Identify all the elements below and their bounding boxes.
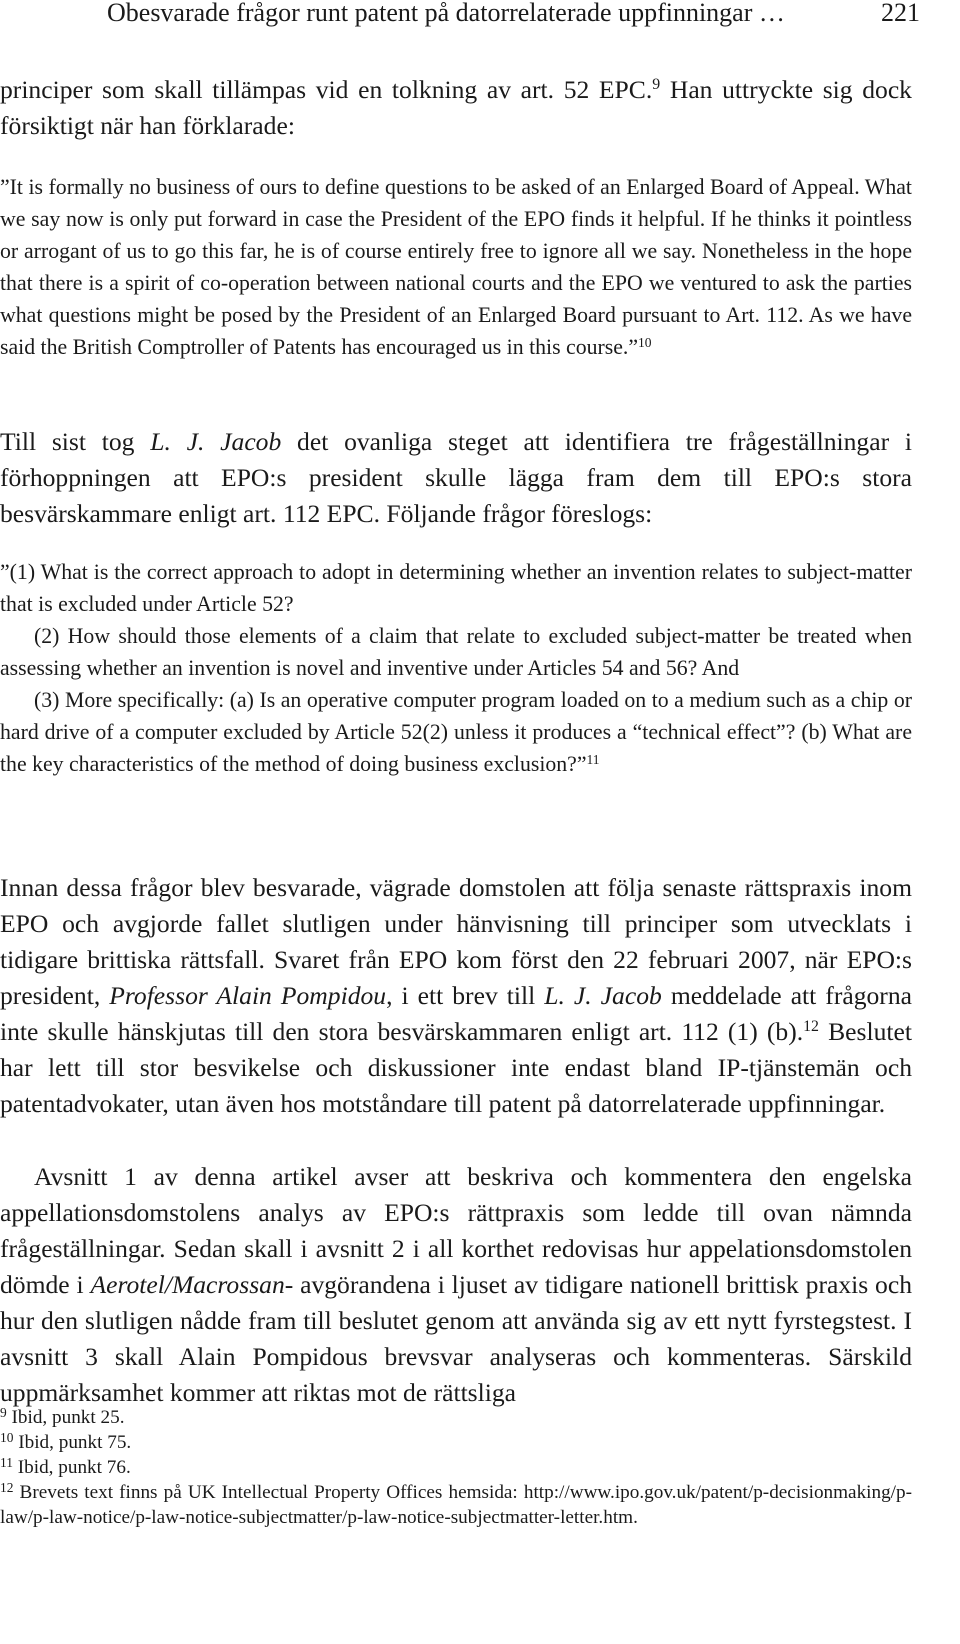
paragraph-3 <box>0 870 912 1122</box>
footnote-ref-11[interactable]: 11 <box>586 751 600 767</box>
footnote-ref-12[interactable]: 12 <box>803 1018 819 1036</box>
footnote-12 <box>0 1480 912 1530</box>
person-name-jacob: L. J. Jacob <box>544 981 662 1010</box>
paragraph-1-text-b: Han uttryckte sig dock försiktigt när han förklarade: <box>0 75 912 140</box>
paragraph-4 <box>0 1159 912 1411</box>
footnote-9 <box>0 1405 912 1430</box>
footnote-text: Ibid, punkt 76. <box>12 1457 131 1478</box>
footnote-text: Ibid, punkt 25. <box>6 1407 125 1428</box>
page-number: 221 <box>881 0 920 27</box>
footnote-number: 12 <box>0 1479 14 1495</box>
paragraph-2-text-b: det ovanliga steget att identifiera tre frågeställningar i förhoppningen att EPO:s president skulle lägga fram dem till EPO:s stora besvärskammare enligt art. 112 EPC. Följande frågor föreslogs: <box>0 427 912 528</box>
block-quote-1-text: ”It is formally no business of ours to define questions to be asked of an Enlarged Board of Appeal. What we say now is only put forward in case the President of the EPO finds it helpful. If he thinks it pointless or arrogant of us to go this far, he is of course entirely free to ignore all we say. Nonetheless in the hope that there is a spirit of co-operation between national courts and the EPO we ventured to ask the parties what questions might be posed by the President of an Enlarged Board pursuant to Art. 112. As we have said the British Comptroller of Patents has encouraged us in this course.” <box>0 175 912 359</box>
paragraph-3-text-b: , i ett brev till <box>386 981 545 1010</box>
footnote-text[interactable]: Brevets text finns på UK Intellectual Property Offices hemsida: http://www.ipo.gov.uk/patent/p-decisionmaking/p-law/p-law-notice/p-law-notice-subjectmatter/p-law-notice-subjectmatter-letter.htm. <box>0 1482 912 1528</box>
block-quote-1 <box>0 171 912 363</box>
case-name: Aerotel/Macrossan <box>90 1270 285 1299</box>
person-name: L. J. Jacob <box>150 427 282 456</box>
question-2: (2) How should those elements of a claim that relate to excluded subject-matter be treated when assessing whether an invention is novel and inventive under Articles 54 and 56? And <box>0 624 912 680</box>
paragraph-3-text-a: Innan dessa frågor blev besvarade, vägrade domstolen att följa senaste rättspraxis inom EPO och avgjorde fallet slutligen under hänvisning till principer som utvecklats i tidigare brittiska rättsfall. Svaret från EPO kom först den 22 februari 2007, när EPO:s president, <box>0 873 912 1010</box>
paragraph-2-text-a: Till sist tog <box>0 427 151 456</box>
question-1: ”(1) What is the correct approach to adopt in determining whether an invention relates to subject-matter that is excluded under Article 52? <box>0 560 912 616</box>
footnote-number: 11 <box>0 1454 13 1470</box>
footnote-ref-10[interactable]: 10 <box>638 334 652 350</box>
paragraph-3-text-d: Beslutet har lett till stor besvikelse och diskussioner inte endast bland IP-tjänstemän och patentadvokater, utan även hos motståndare till patent på datorrelaterade uppfinningar. <box>0 1017 912 1118</box>
paragraph-3-text-c: meddelade att frågorna inte skulle hänskjutas till den stora besvärskammaren enligt art. 112 (1) (b). <box>0 981 912 1046</box>
running-title: Obesvarade frågor runt patent på datorrelaterade uppfinningar … <box>107 0 785 27</box>
person-name-pompidou: Professor Alain Pompidou <box>109 981 387 1010</box>
question-3 <box>0 684 912 780</box>
block-quote-2 <box>0 556 912 780</box>
footnote-11 <box>0 1455 912 1480</box>
paragraph-4-text-a: Avsnitt 1 av denna artikel avser att beskriva och kommentera den engelska appellationsdomstolens analys av EPO:s rättpraxis som ledde till ovan nämnda frågeställningar. Sedan skall i avsnitt 2 i all korthet redovisas hur appelationsdomstolen dömde i <box>0 1162 912 1299</box>
question-3-text: (3) More specifically: (a) Is an operative computer program loaded on to a medium such as a chip or hard drive of a computer excluded by Article 52(2) unless it produces a “technical effect”? (b) What are the key characteristics of the method of doing business exclusion?” <box>0 688 912 776</box>
paragraph-1-text-a: principer som skall tillämpas vid en tolkning av art. 52 EPC. <box>0 75 653 104</box>
footnote-number: 9 <box>0 1404 7 1420</box>
running-header <box>0 0 920 42</box>
paragraph-2 <box>0 424 912 532</box>
footnote-ref-9[interactable]: 9 <box>652 76 661 94</box>
paragraph-4-text-b: - avgörandena i ljuset av tidigare nationell brittisk praxis och hur den slutligen nådde fram till beslutet genom att använda sig av ett nytt fyrstegstest. I avsnitt 3 skall Alain Pompidous brevsvar analyseras och kommenteras. Särskild uppmärksamhet kommer att riktas mot de rättsliga <box>0 1270 912 1407</box>
footnote-text: Ibid, punkt 75. <box>13 1432 132 1453</box>
footnote-10 <box>0 1430 912 1455</box>
footnotes <box>0 1405 912 1530</box>
paragraph-1 <box>0 72 912 144</box>
footnote-number: 10 <box>0 1429 14 1445</box>
